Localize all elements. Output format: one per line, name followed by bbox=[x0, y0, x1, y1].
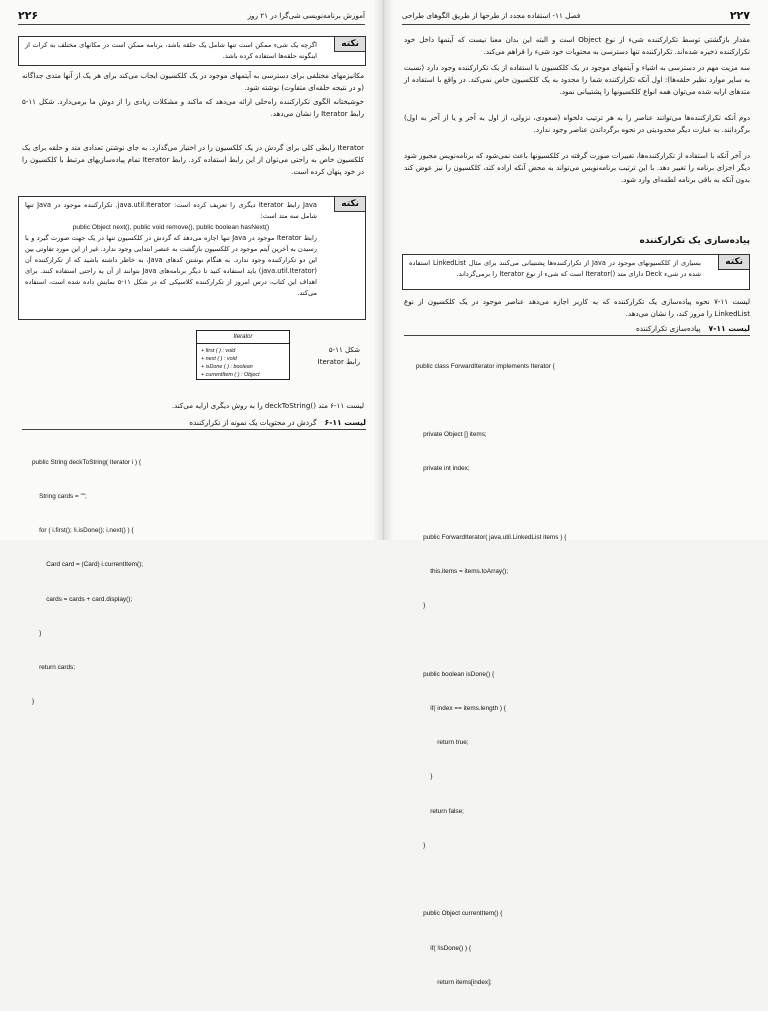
figure-caption-text: رابط Iterator bbox=[317, 358, 360, 366]
uml-method: + isDone ( ) : boolean bbox=[201, 364, 253, 370]
code-line: } bbox=[32, 698, 35, 706]
note-label: نکته bbox=[718, 254, 750, 270]
listing-11-7-title bbox=[404, 324, 750, 336]
code-line: public ForwardIterator( java.util.LinkedList items ) { bbox=[416, 533, 567, 541]
code-line: public Object currentItem() { bbox=[416, 910, 503, 918]
code-line: } bbox=[32, 629, 42, 637]
right-para-2: سه مزیت مهم در دسترسی به اشیاء و آیتمهای موجود در یک کلکسیون با استفاده از یک تکرارکننده وجود دارد (نسبت به سایر موارد نظیر حلقه‌ها): اول آنکه تکرارکننده شما را محدود به یک کلکسیون خاص نمی‌کند. در واقع با استفاده از متدهای ارایه شده می‌توان همه انواع کلکسیونها را پشتیبانی نمود. bbox=[404, 63, 750, 97]
listing-label: لیست ۱۱-۷ bbox=[708, 324, 750, 333]
code-line: return items[index]; bbox=[416, 978, 492, 986]
code-line: String cards = ""; bbox=[32, 493, 87, 501]
code-line bbox=[416, 498, 746, 509]
right-para-3: دوم آنکه تکرارکننده‌ها می‌توانند عناصر را به هر ترتیب دلخواه (صعودی، نزولی، از اول به آخر و یا از آخر به اول) برگردانند. به عبارت دیگر محدودیتی در نحوه برگرداندن عناصر وجود ندارد. bbox=[404, 113, 750, 135]
left-para-2: خوشبختانه الگوی تکرارکننده راه‌حلی ارائه می‌دهد که ماکند و مشکلات زیادی را از دوش ما برمی‌دارد. شکل ۱۱-۵ رابط Iterator را نشان می‌دهد. bbox=[22, 97, 364, 119]
listing-11-6-title bbox=[22, 418, 366, 430]
uml-method: + next ( ) : void bbox=[201, 356, 237, 362]
right-para-1: مقدار بازگشتی توسط تکرارکننده شیء از نوع Object است و البته این بدان معنا نیست که آیتمها داخل خود تکرارکننده ذخیره شده‌اند. تکرارکننده تنها دسترسی به محتویات خود شیء را فراهم می‌کند. bbox=[404, 35, 750, 57]
code-line: private int index; bbox=[416, 465, 470, 473]
code-line: public class ForwardIterator implements Iterator { bbox=[416, 362, 555, 370]
right-page bbox=[384, 0, 768, 986]
uml-methods bbox=[197, 344, 289, 382]
code-line: if( index == items.length ) { bbox=[416, 705, 506, 712]
code-line: return cards; bbox=[32, 664, 75, 672]
left-page bbox=[0, 0, 384, 706]
note-text: بسیاری از کلکسیونهای موجود در Java از تکرارکننده‌ها پشتیبانی می‌کنند برای مثال LinkedList استفاده شده در شیء Deck دارای متد ()Iterator است که شیء از نوع Iterator را برمی‌گرداند. bbox=[409, 259, 702, 278]
code-line: this.items = items.toArray(); bbox=[416, 568, 509, 576]
code-line: } bbox=[416, 841, 426, 849]
note-line-3: به هنگام نوشتن کدهای Java، به خاطر داشته باشید که از تکرارکننده آن (java.util.Iterator) باید استفاده کنید تا دیگر برنامه‌های Java بتوانند از آن به راحتی استفاده کنند. برای اهداف این کتاب، درس امروز از تکرارکننده کلاسیکی که در شکل ۱۱-۵ نمایش داده شده است، استفاده می‌کند. bbox=[25, 256, 317, 297]
right-para-5: لیست ۱۱-۷ نحوه پیاده‌سازی یک تکرارکننده که به کاربر اجازه می‌دهد عناصر موجود در یک کلکسیون از نوع LinkedList را مرور کند، را نشان می‌دهد. bbox=[404, 297, 750, 319]
uml-class-name: Iterator bbox=[197, 331, 289, 344]
code-line: for ( i.first(); !i.isDone(); i.next() ) { bbox=[32, 527, 134, 535]
right-note bbox=[402, 254, 750, 290]
left-para-4: لیست ۱۱-۶ متد ()deckToString را به روش دیگری ارایه می‌کند. bbox=[171, 401, 364, 410]
note-line-1: Java رابط Iterator دیگری را تعریف کرده است: java.util.Iterator. تکرارکننده موجود در Java تنها شامل سه متد است: bbox=[25, 201, 317, 220]
code-line: public boolean isDone() { bbox=[416, 670, 495, 678]
uml-method: + currentItem ( ) : Object bbox=[201, 372, 260, 378]
left-note-1 bbox=[18, 36, 366, 66]
code-line: private Object [] items; bbox=[416, 431, 487, 439]
right-para-4: در آخر آنکه با استفاده از تکرارکننده‌ها، تغییرات صورت گرفته در کلکسیونها باعث نمی‌شود که برنامه‌نویس مجبور شود دیگر اجزای برنامه را تغییر دهد. با این ترتیب برنامه‌نویس می‌تواند به محض آنکه اراده کند، کلکسیون را نیز عوض کند بدون آنکه به باقی برنامه لطمه‌ای وارد شود. bbox=[404, 151, 750, 185]
code-line: Card card = (Card) i.currentItem(); bbox=[32, 561, 143, 569]
code-line: } bbox=[416, 602, 426, 610]
uml-method: + first ( ) : void bbox=[201, 348, 236, 354]
right-header-title: فصل ۱۱- استفاده مجدد از طرحها از طریق الگوهای طراحی bbox=[402, 11, 581, 20]
section-heading: پیاده‌سازی یک تکرارکننده bbox=[639, 236, 750, 246]
note-label: نکته bbox=[334, 196, 366, 212]
code-line: public String deckToString( Iterator i ) { bbox=[32, 458, 142, 466]
left-para-3: Iterator رابطی کلی برای گردش در یک کلکسیون را در اختیار می‌گذارد. به جای نوشتن تعدادی متد و حلقه برای یک کلکسیون خاص به راحتی می‌توان از این رابط استفاده کرد. رابط Iterator تمام پیاده‌سازیهای مرتبط با کلکسیون را در خود پنهان کرده است. bbox=[22, 143, 364, 177]
code-line: if( !isDone() ) { bbox=[416, 944, 472, 952]
code-line bbox=[416, 635, 746, 646]
code-line: } bbox=[416, 773, 433, 781]
note-line-2: رابط Iterator موجود در Java تنها اجازه می‌دهد که گردش در کلکسیون تنها در یک جهت صورت گیرد و با رسیدن به آخرین آیتم موجود در کلکسیون بازگشت به عنصر ابتدایی وجود ندارد. غیر از این مورد تفاوتی بین این دو تکرارکننده وجود ندارد. bbox=[25, 234, 318, 264]
listing-label: لیست ۱۱-۶ bbox=[324, 418, 366, 427]
code-line bbox=[416, 395, 746, 406]
note-label: نکته bbox=[334, 36, 366, 52]
listing-title-text: گردش در محتویات یک نمونه از تکرارکننده bbox=[189, 418, 317, 427]
left-note-2 bbox=[18, 196, 366, 320]
left-para-1: مکانیزمهای مختلفی برای دسترسی به آیتمهای موجود در یک کلکسیون ایجاب می‌کند برای هر یک از آنها متدی جداگانه (و در نتیجه حلقه‌ای متفاوت) نوشته شود. bbox=[22, 71, 364, 93]
code-line bbox=[416, 874, 746, 885]
listing-title-text: پیاده‌سازی تکرارکننده bbox=[635, 324, 701, 333]
code-line: return false; bbox=[416, 807, 464, 815]
note-text: اگرچه یک شیء ممکن است تنها شامل یک حلقه باشد، برنامه ممکن است در مکانهای مختلف به کرات از اینگونه حلقه‌ها استفاده کرده باشد. bbox=[25, 41, 317, 60]
right-page-number: ۲۲۷ bbox=[729, 9, 750, 22]
iterator-uml-diagram bbox=[196, 330, 290, 380]
right-page-header bbox=[402, 9, 750, 25]
left-page-number: ۲۲۶ bbox=[18, 9, 39, 22]
left-page-header bbox=[18, 9, 365, 25]
code-line: cards = cards + card.display(); bbox=[32, 595, 133, 603]
figure-number: شکل ۱۱-۵ bbox=[328, 346, 360, 354]
code-line: return true; bbox=[416, 739, 469, 747]
listing-11-7-code bbox=[416, 338, 746, 1011]
left-header-title: آموزش برنامه‌نویسی شی‌گرا در ۲۱ روز bbox=[247, 11, 365, 20]
listing-11-6-code bbox=[32, 434, 362, 731]
note-code: public Object next(), public void remove(), public boolean hasNext() bbox=[72, 224, 270, 231]
